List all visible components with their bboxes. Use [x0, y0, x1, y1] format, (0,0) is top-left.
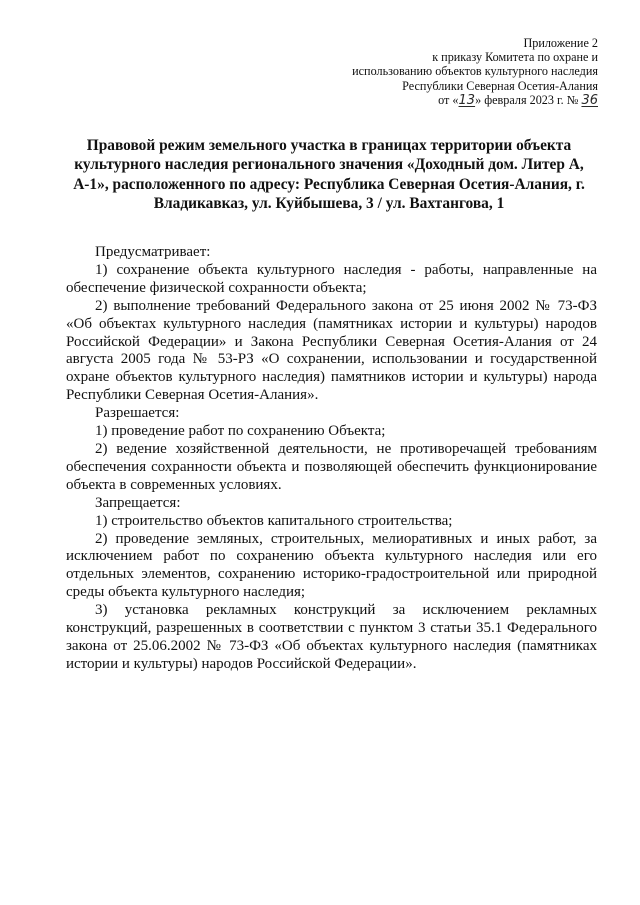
prohibited-item-1: 1) строительство объектов капитального строительства;: [95, 512, 453, 529]
order-reference-line-2: использованию объектов культурного наследия: [352, 64, 598, 79]
document-body: [66, 244, 597, 674]
appendix-header: [298, 36, 598, 108]
allowed-item-1: 1) проведение работ по сохранению Объекта;: [95, 423, 386, 440]
order-reference-line-1: к приказу Комитета по охране и: [432, 50, 598, 65]
document-title: Правовой режим земельного участка в границах территории объекта культурного наследия регионального значения «Доходный дом. Литер А, А-1», расположенного по адресу: Республика Северная Осетия-Алания, г. Владикавказ, ул. Куйбышева, 3 / ул. Вахтангова, 1: [73, 137, 585, 213]
order-reference-line-3: Республики Северная Осетия-Алания: [402, 78, 598, 93]
handwritten-day: 13: [458, 92, 476, 108]
prohibited-item-2: 2) проведение земляных, строительных, мелиоративных и иных работ, за исключением работ по сохранению объекта культурного наследия или его отдельных элементов, сохранению историко-градостроительной или природной среды объекта культурного наследия;: [66, 530, 597, 601]
date-middle: » февраля 2023 г. №: [475, 92, 579, 107]
provides-heading: Предусматривает:: [95, 244, 211, 260]
appendix-number: Приложение 2: [523, 36, 598, 50]
order-date-line: [298, 93, 598, 108]
provides-item-1: 1) сохранение объекта культурного наследия - работы, направленные на обеспечение физической сохранности объекта;: [66, 261, 597, 296]
prohibited-item-3: 3) установка рекламных конструкций за исключением рекламных конструкций, разрешенных в соответствии с пунктом 3 статьи 35.1 Федерального закона от 25.06.2002 № 73-ФЗ «Об объектах культурного наследия (памятниках истории и культуры) народов Российской Федерации».: [66, 602, 597, 672]
allowed-heading: Разрешается:: [95, 405, 180, 422]
date-prefix: от «: [438, 92, 459, 107]
allowed-item-2: 2) ведение хозяйственной деятельности, не противоречащей требованиям обеспечения сохранности объекта и позволяющей обеспечить функционирование объекта в современных условиях.: [66, 440, 597, 493]
prohibited-heading: Запрещается:: [95, 494, 181, 511]
handwritten-order-number: 36: [581, 92, 598, 108]
provides-item-2: 2) выполнение требований Федерального закона от 25 июня 2002 № 73-ФЗ «Об объектах культурного наследия (памятниках истории и культуры) народов Российской Федерации» и Закона Республики Северная Осетия-Алания от 24 августа 2005 года № 53-РЗ «О сохранении, использовании и государственной охране объектов культурного наследия) памятников истории и культуры) народа Республики Северная Осетия-Алания».: [66, 297, 597, 404]
